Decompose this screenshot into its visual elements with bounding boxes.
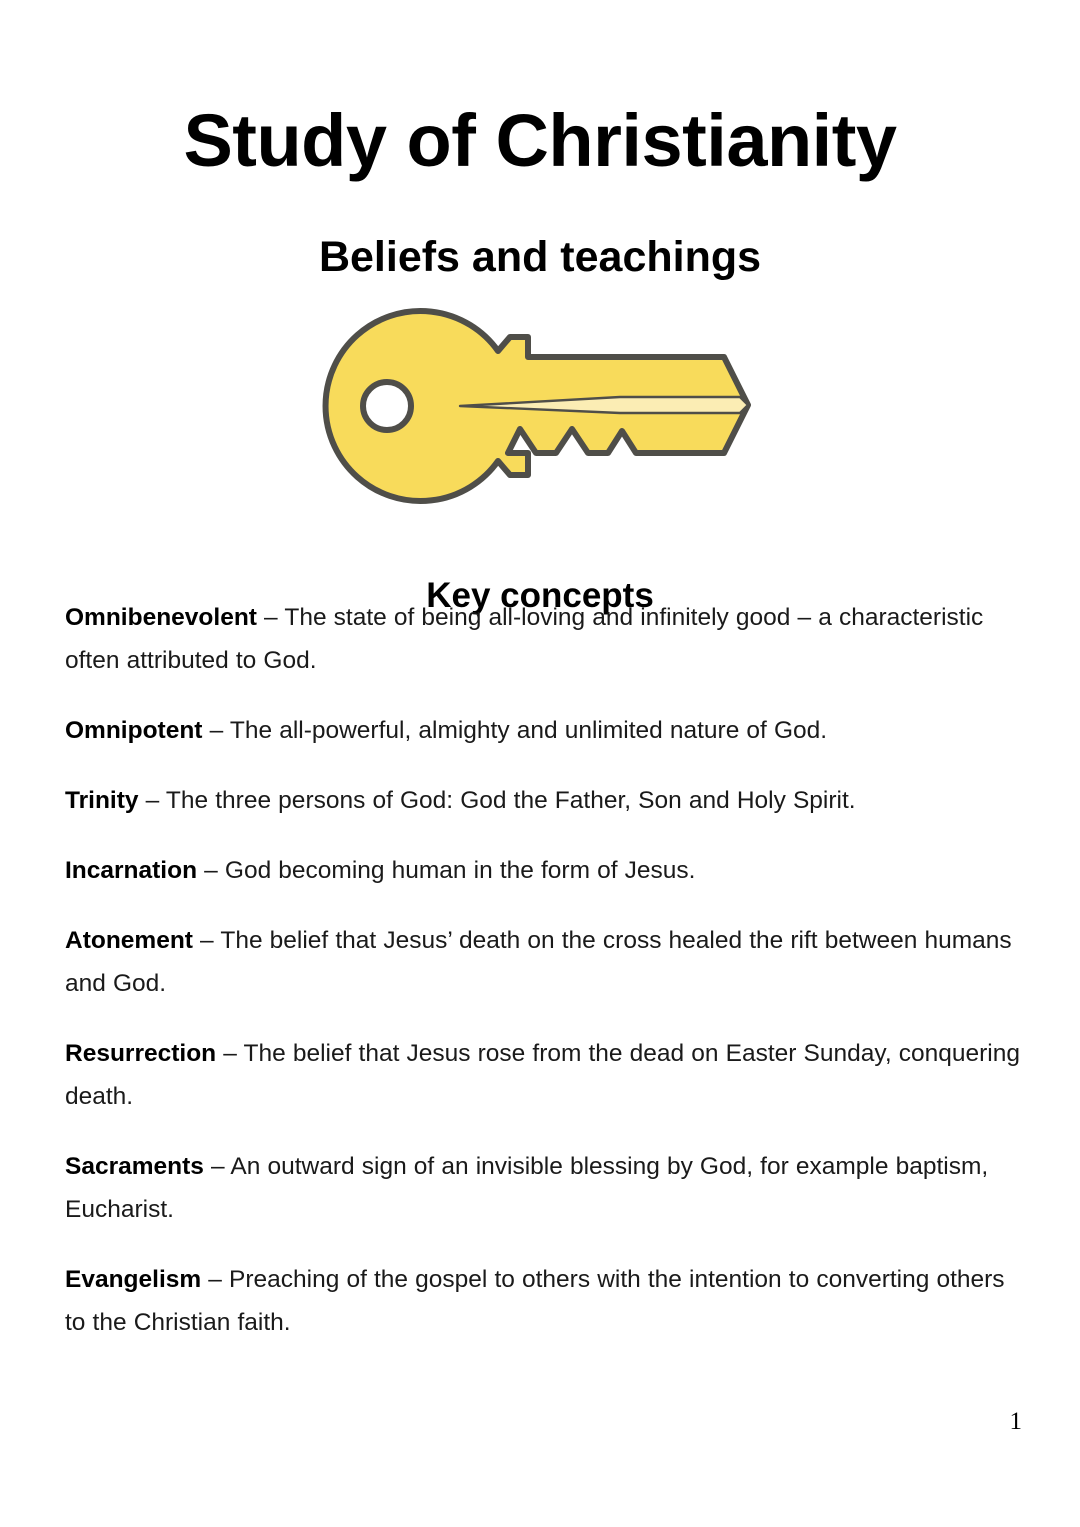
concept-item [65, 919, 1020, 1005]
concept-item [65, 1145, 1020, 1231]
concept-term: Incarnation [65, 857, 198, 884]
concept-item [65, 1032, 1020, 1118]
concept-term: Resurrection [65, 1040, 217, 1067]
document-subtitle: Beliefs and teachings [318, 232, 762, 281]
concept-definition: – God becoming human in the form of Jesus. [197, 857, 696, 884]
concept-definition: – The all-powerful, almighty and unlimited nature of God. [202, 717, 828, 744]
concept-term: Omnipotent [65, 717, 203, 744]
page-number: 1 [1009, 1408, 1022, 1435]
concept-definition: – The three persons of God: God the Father, Son and Holy Spirit. [138, 787, 856, 814]
concept-item [65, 849, 1020, 892]
key-illustration [320, 295, 765, 525]
concept-item [65, 1258, 1020, 1344]
key-concepts-list [65, 596, 1020, 1344]
concept-term: Sacraments [65, 1153, 204, 1180]
concept-term: Omnibenevolent [65, 604, 257, 631]
concept-item [65, 779, 1020, 822]
concept-definition: – The state of being all-loving and infinitely good – a characteristic often attributed to God. [65, 604, 984, 674]
concept-item [65, 709, 1020, 752]
concept-definition: – The belief that Jesus rose from the dead on Easter Sunday, conquering death. [65, 1040, 1020, 1110]
concept-item [65, 596, 1020, 682]
concept-term: Trinity [65, 787, 139, 814]
page-title: Study of Christianity [183, 98, 897, 182]
section-heading-key-concepts: Key concepts [426, 576, 654, 615]
concept-definition: – Preaching of the gospel to others with the intention to converting others to the Christian faith. [65, 1266, 1005, 1336]
concept-definition: – The belief that Jesus’ death on the cross healed the rift between humans and God. [65, 927, 1012, 997]
concept-term: Evangelism [65, 1266, 202, 1293]
concept-definition: – An outward sign of an invisible blessing by God, for example baptism, Eucharist. [65, 1153, 989, 1223]
concept-term: Atonement [65, 927, 193, 954]
key-icon [320, 295, 765, 525]
